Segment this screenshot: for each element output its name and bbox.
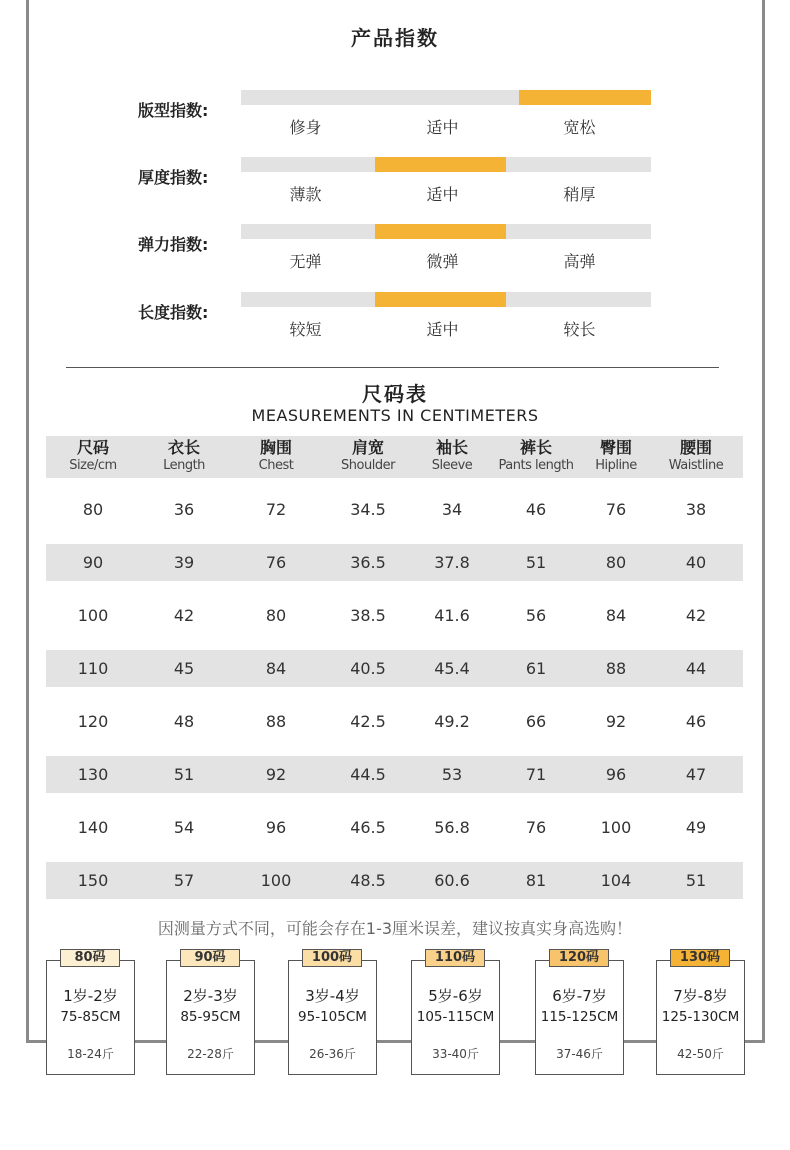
column-header-en: Size/cm bbox=[69, 458, 117, 473]
table-cell: 45 bbox=[173, 659, 195, 678]
size-card-tag: 90码 bbox=[180, 949, 240, 967]
size-card-height: 125-130CM bbox=[661, 1009, 740, 1025]
table-cell: 100 bbox=[77, 606, 109, 625]
table-row bbox=[46, 491, 743, 528]
table-cell: 110 bbox=[77, 659, 109, 678]
table-cell: 49 bbox=[685, 818, 707, 837]
table-cell: 80 bbox=[265, 606, 287, 625]
size-table-header bbox=[46, 436, 743, 478]
table-cell: 130 bbox=[77, 765, 109, 784]
index-option: 适中 bbox=[426, 118, 459, 137]
index-highlight-segment bbox=[375, 292, 506, 307]
column-header-en: Chest bbox=[258, 458, 294, 473]
column-header bbox=[651, 436, 741, 478]
index-bar bbox=[241, 224, 651, 239]
measurement-note: 因测量方式不同，可能会存在1-3厘米误差，建议按真实身高选购！ bbox=[157, 919, 633, 938]
size-card-tag: 100码 bbox=[302, 949, 362, 967]
table-cell: 90 bbox=[82, 553, 104, 572]
table-cell: 57 bbox=[173, 871, 195, 890]
size-card-weight: 33-40斤 bbox=[432, 1047, 479, 1061]
index-bar bbox=[241, 90, 651, 105]
size-card-height: 95-105CM bbox=[298, 1009, 367, 1025]
column-header bbox=[407, 436, 497, 478]
table-cell: 41.6 bbox=[434, 606, 470, 625]
table-row bbox=[46, 862, 743, 899]
index-label: 厚度指数: bbox=[138, 168, 209, 187]
table-cell: 81 bbox=[525, 871, 547, 890]
column-header-cn: 衣长 bbox=[167, 438, 200, 457]
column-header-cn: 袖长 bbox=[435, 438, 468, 457]
size-chart-title: 尺码表 bbox=[362, 382, 428, 406]
column-header-cn: 臀围 bbox=[599, 438, 632, 457]
index-highlight-segment bbox=[375, 224, 506, 239]
table-cell: 104 bbox=[600, 871, 632, 890]
table-cell: 34.5 bbox=[350, 500, 386, 519]
table-cell: 150 bbox=[77, 871, 109, 890]
size-card-height: 105-115CM bbox=[416, 1009, 495, 1025]
column-header-en: Hipline bbox=[595, 458, 637, 473]
table-cell: 56 bbox=[525, 606, 547, 625]
column-header-cn: 裤长 bbox=[519, 438, 552, 457]
index-option: 较短 bbox=[289, 320, 322, 339]
size-card-height: 75-85CM bbox=[60, 1009, 121, 1025]
table-cell: 54 bbox=[173, 818, 195, 837]
index-option: 适中 bbox=[426, 320, 459, 339]
table-cell: 42 bbox=[173, 606, 195, 625]
index-option: 微弹 bbox=[426, 252, 459, 271]
table-cell: 42.5 bbox=[350, 712, 386, 731]
table-row bbox=[46, 650, 743, 687]
table-cell: 51 bbox=[525, 553, 547, 572]
column-header bbox=[139, 436, 229, 478]
table-cell: 48.5 bbox=[350, 871, 386, 890]
column-header-en: Sleeve bbox=[431, 458, 473, 473]
table-cell: 60.6 bbox=[434, 871, 470, 890]
table-cell: 46 bbox=[525, 500, 547, 519]
index-option: 适中 bbox=[426, 185, 459, 204]
table-cell: 38 bbox=[685, 500, 707, 519]
table-cell: 88 bbox=[265, 712, 287, 731]
table-cell: 92 bbox=[605, 712, 627, 731]
table-cell: 76 bbox=[605, 500, 627, 519]
index-highlight-segment bbox=[519, 90, 651, 105]
table-cell: 53 bbox=[441, 765, 463, 784]
table-cell: 40 bbox=[685, 553, 707, 572]
table-cell: 120 bbox=[77, 712, 109, 731]
index-option: 修身 bbox=[289, 118, 322, 137]
table-cell: 88 bbox=[605, 659, 627, 678]
size-card-height: 115-125CM bbox=[540, 1009, 619, 1025]
table-cell: 36 bbox=[173, 500, 195, 519]
section-divider bbox=[66, 367, 719, 368]
table-cell: 76 bbox=[525, 818, 547, 837]
table-cell: 39 bbox=[173, 553, 195, 572]
size-card-age: 2岁-3岁 bbox=[183, 987, 238, 1005]
table-cell: 140 bbox=[77, 818, 109, 837]
size-card bbox=[535, 960, 624, 1075]
table-cell: 80 bbox=[605, 553, 627, 572]
table-cell: 37.8 bbox=[434, 553, 470, 572]
table-cell: 49.2 bbox=[434, 712, 470, 731]
index-option: 高弹 bbox=[563, 252, 596, 271]
index-option: 较长 bbox=[563, 320, 596, 339]
index-option: 薄款 bbox=[289, 185, 322, 204]
column-header-cn: 腰围 bbox=[679, 438, 712, 457]
table-cell: 56.8 bbox=[434, 818, 470, 837]
column-header bbox=[48, 436, 138, 478]
table-cell: 76 bbox=[265, 553, 287, 572]
table-cell: 66 bbox=[525, 712, 547, 731]
table-row bbox=[46, 809, 743, 846]
size-card-weight: 18-24斤 bbox=[67, 1047, 114, 1061]
column-header bbox=[323, 436, 413, 478]
column-header-en: Pants length bbox=[498, 458, 574, 473]
table-cell: 45.4 bbox=[434, 659, 470, 678]
index-option: 无弹 bbox=[289, 252, 322, 271]
column-header-cn: 肩宽 bbox=[351, 438, 384, 457]
index-highlight-segment bbox=[375, 157, 506, 172]
table-cell: 71 bbox=[525, 765, 547, 784]
index-option: 稍厚 bbox=[563, 185, 596, 204]
size-card-age: 1岁-2岁 bbox=[63, 987, 118, 1005]
size-card-age: 5岁-6岁 bbox=[428, 987, 483, 1005]
product-index-title: 产品指数 bbox=[351, 26, 439, 50]
column-header bbox=[571, 436, 661, 478]
table-cell: 51 bbox=[173, 765, 195, 784]
table-cell: 80 bbox=[82, 500, 104, 519]
column-header bbox=[491, 436, 581, 478]
table-cell: 42 bbox=[685, 606, 707, 625]
size-card-age: 7岁-8岁 bbox=[673, 987, 728, 1005]
index-label: 弹力指数: bbox=[138, 235, 209, 254]
index-option: 宽松 bbox=[563, 118, 596, 137]
size-card bbox=[46, 960, 135, 1075]
table-row bbox=[46, 756, 743, 793]
table-cell: 84 bbox=[265, 659, 287, 678]
index-row bbox=[0, 224, 790, 284]
size-card-weight: 26-36斤 bbox=[309, 1047, 356, 1061]
size-card-tag: 120码 bbox=[549, 949, 609, 967]
index-row bbox=[0, 90, 790, 150]
table-cell: 96 bbox=[265, 818, 287, 837]
column-header-cn: 胸围 bbox=[259, 438, 292, 457]
column-header-cn: 尺码 bbox=[76, 438, 109, 457]
index-row bbox=[0, 292, 790, 352]
size-card bbox=[411, 960, 500, 1075]
table-cell: 40.5 bbox=[350, 659, 386, 678]
table-cell: 38.5 bbox=[350, 606, 386, 625]
table-cell: 100 bbox=[260, 871, 292, 890]
size-card-weight: 22-28斤 bbox=[187, 1047, 234, 1061]
table-cell: 46.5 bbox=[350, 818, 386, 837]
column-header-en: Waistline bbox=[668, 458, 724, 473]
table-cell: 61 bbox=[525, 659, 547, 678]
column-header-en: Length bbox=[163, 458, 205, 473]
table-cell: 44.5 bbox=[350, 765, 386, 784]
index-label: 版型指数: bbox=[138, 101, 209, 120]
size-card-age: 6岁-7岁 bbox=[552, 987, 607, 1005]
size-card-age: 3岁-4岁 bbox=[305, 987, 360, 1005]
table-cell: 36.5 bbox=[350, 553, 386, 572]
size-card-tag: 130码 bbox=[670, 949, 730, 967]
size-chart-subtitle: MEASUREMENTS IN CENTIMETERS bbox=[251, 406, 539, 425]
size-card bbox=[288, 960, 377, 1075]
size-card-weight: 42-50斤 bbox=[677, 1047, 724, 1061]
table-cell: 100 bbox=[600, 818, 632, 837]
size-card bbox=[656, 960, 745, 1075]
table-cell: 92 bbox=[265, 765, 287, 784]
size-card-tag: 80码 bbox=[60, 949, 120, 967]
size-card-tag: 110码 bbox=[425, 949, 485, 967]
table-cell: 34 bbox=[441, 500, 463, 519]
table-cell: 47 bbox=[685, 765, 707, 784]
table-row bbox=[46, 597, 743, 634]
table-row bbox=[46, 544, 743, 581]
table-cell: 44 bbox=[685, 659, 707, 678]
column-header-en: Shoulder bbox=[341, 458, 395, 473]
index-bar bbox=[241, 157, 651, 172]
table-row bbox=[46, 703, 743, 740]
size-card bbox=[166, 960, 255, 1075]
size-card-height: 85-95CM bbox=[180, 1009, 241, 1025]
column-header bbox=[231, 436, 321, 478]
table-cell: 72 bbox=[265, 500, 287, 519]
table-cell: 96 bbox=[605, 765, 627, 784]
index-label: 长度指数: bbox=[138, 303, 209, 322]
table-cell: 46 bbox=[685, 712, 707, 731]
index-bar bbox=[241, 292, 651, 307]
table-cell: 51 bbox=[685, 871, 707, 890]
index-row bbox=[0, 157, 790, 217]
frame-bottom-line bbox=[26, 1040, 765, 1043]
table-cell: 84 bbox=[605, 606, 627, 625]
size-card-weight: 37-46斤 bbox=[556, 1047, 603, 1061]
table-cell: 48 bbox=[173, 712, 195, 731]
